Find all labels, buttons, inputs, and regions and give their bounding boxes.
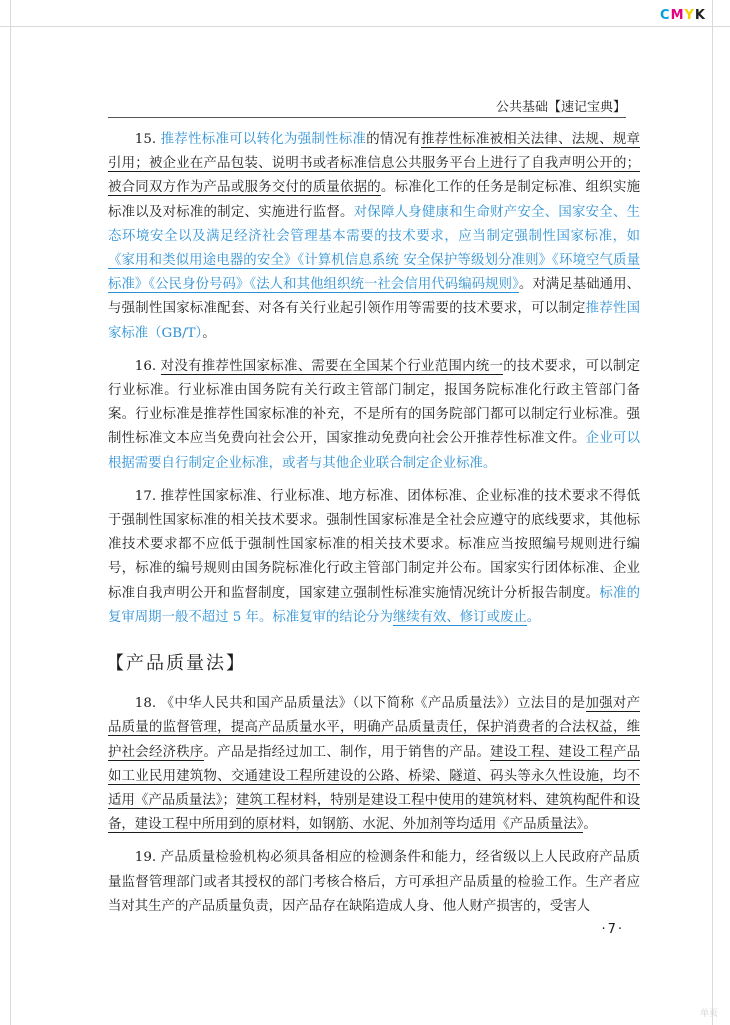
frame-line-left [10,0,11,1025]
item-number: 17. [134,488,161,504]
paragraph-15 [108,128,640,346]
body-text: 。标准化工作的任务是制定标准、组织实施标准以及对标准的制定、实施进行监督。 [108,180,640,220]
body-text: 。产品是指经过加工、制作，用于销售的产品。 [203,744,491,760]
underlined-text: 建设工程、建设工程产品如工业民用建筑物、交通建设工程所建设的公路、桥梁、隧道、码头等永久性设施，均不适用《产品质量法》 [108,744,641,809]
highlight-text: 推荐性标准可以转化为强制性标准 [160,132,367,147]
section-heading: 【产品质量法】 [106,653,246,675]
underlined-text: 对没有推荐性国家标准、需要在全国某个行业范围内统一 [160,358,504,374]
item-number: 18. [134,696,161,712]
body-text: ； [222,793,236,809]
underlined-text: 加强对产品质量的监督管理，提高产品质量水平，明确产品质量责任，保护消费者的合法权益，维护社会经济秩序 [108,696,640,760]
frame-line-right [712,0,713,1025]
highlight-text: 对保障人身健康和生命财产安全、国家安全、生态环境安全以及满足经济社会管理基本需要的技术要求，应当制定强制性国家标准，如 [108,204,640,244]
cmyk-c: C [660,8,671,23]
item-number: 19. [134,850,161,866]
paragraph-19 [108,846,640,919]
cmyk-k: K [694,8,706,23]
body-text: 的技术要求，可以制定行业标准。行业标准由国务院有关行政主管部门制定，报国务院标准化行政主管部门备案。行业标准是推荐性国家标准的补充，不是所有的国务院部门都可以制定行业标准。强制性标准文本应当免费向社会公开，国家推动免费向社会公开推荐性标准文件。 [108,358,641,447]
highlight-underlined-text: 继续有效、修订或废止 [392,609,527,625]
body-text: 。 [583,817,597,833]
underlined-text: 建筑工程材料，特别是建设工程中使用的建筑材料、建筑构配件和设备，建设工程中所用到的原材料，如钢筋、水泥、外加剂等均适用《产品质量法》 [108,793,640,833]
page-number-value: 7 [607,922,616,937]
header-rule [108,117,626,118]
body-text: 《中华人民共和国产品质量法》（以下简称《产品质量法》）立法目的是 [160,696,586,712]
highlight-text: 标准的复审周期一般不超过 5 年。标准复审的结论分为 [108,585,640,625]
cmyk-print-mark [660,8,706,23]
body-text: 。对满足基础通用、与强制性国家标准配套、对各有关行业起引领作用等需要的技术要求，可以制定 [108,277,641,317]
highlight-text: 企业可以根据需要自行制定企业标准，或者与其他企业联合制定企业标准。 [108,431,641,471]
paragraph-17 [108,485,640,630]
cmyk-m: M [670,8,685,23]
body-text: 。 [202,325,216,341]
body-text: 推荐性国家标准、行业标准、地方标准、团体标准、企业标准的技术要求不得低于强制性国家标准的相关技术要求。强制性国家标准是全社会应遵守的底线要求，其他标准技术要求都不应低于强制性国家标准的相关技术要求。标准应当按照编号规则进行编号，标准的编号规则由国务院标准化行政主管部门制定并公布。国家实行团体标准、企业标准自我声明公开和监督制度，国家建立强制性标准实施情况统计分析报告制度。 [108,488,640,601]
page-content [108,128,640,928]
underlined-text: 推荐性标准被相关法律、法规、规章引用；被企业在产品包装、说明书或者标准信息公共服务平台上进行了自我声明公开的；被合同双方作为产品或服务交付的质量依据的 [108,132,641,196]
body-text: 产品质量检验机构必须具备相应的检测条件和能力，经省级以上人民政府产品质量监督管理部门或者其授权的部门考核合格后，方可承担产品质量的检验工作。生产者应当对其生产的产品质量负责，因产品存在缺陷造成人身、他人财产损害的，受害人 [108,850,640,914]
paragraph-18 [108,692,640,837]
running-header: 公共基础【速记宝典】 [495,100,626,115]
watermark: 单页 [699,1009,718,1019]
frame-line-top [0,26,730,27]
page-number-dot: · [617,922,622,937]
highlight-text: 推荐性国家标准（GB/T） [108,301,641,341]
body-text: 的情况有 [366,132,422,147]
page-number-dot: · [601,922,606,937]
highlight-text: 。 [526,609,541,625]
item-number: 15. [134,132,161,147]
item-number: 16. [134,358,161,374]
cmyk-y: Y [684,8,695,23]
highlight-underlined-text: 《家用和类似用途电器的安全》《计算机信息系统 安全保护等级划分准则》《环境空气质量标准》《公民身份号码》《法人和其他组织统一社会信用代码编码规则》 [108,253,640,293]
paragraph-16 [108,355,640,476]
page-number [599,922,624,937]
